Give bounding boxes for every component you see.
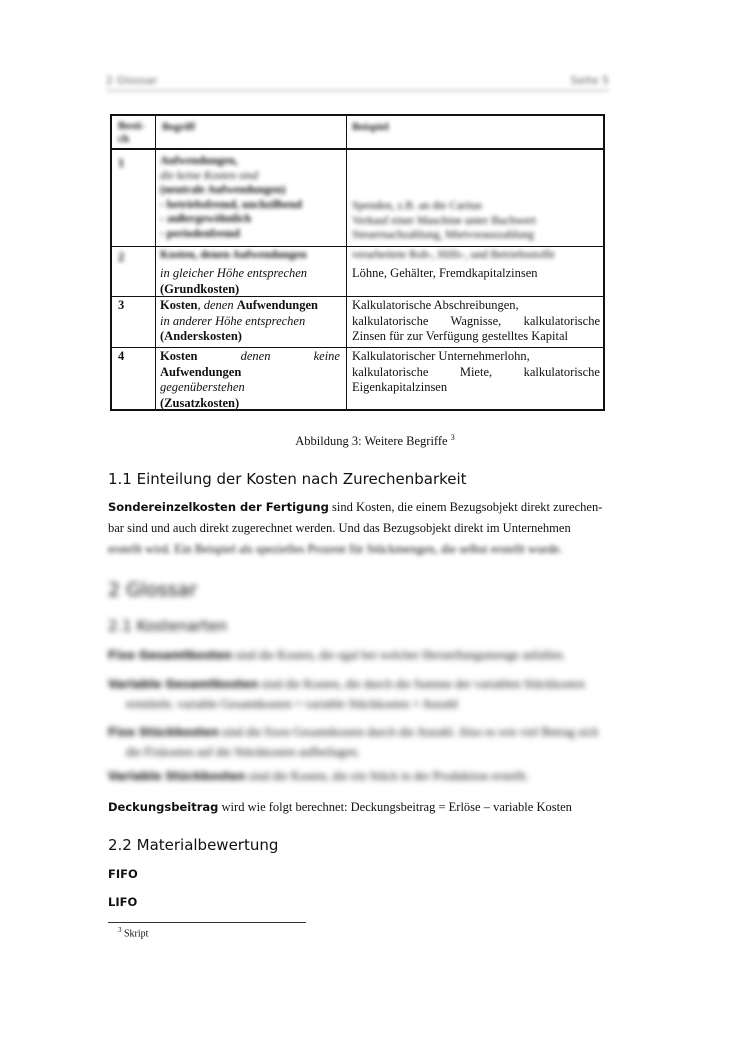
glossary-item-fifo [108,864,604,884]
row4-example-word: kalkulatorische [523,364,600,379]
row3-term-word: , denen [197,298,237,312]
row2-term-top: Kosten, denen Aufwendungen [160,249,307,261]
glossary-item-fixe-gesamtkosten [108,645,604,665]
row1-example-line: Spenden, z.B. an die Caritas [352,200,482,212]
glossary-term: Fixe Gesamtkosten [108,648,232,662]
row2-term [160,266,346,297]
row4-example-word: kalkulatorische [352,364,429,379]
row3-term-word: Aufwendungen [236,298,319,312]
table-col-divider [155,116,156,409]
glossary-term: LIFO [108,895,138,909]
table-header-nr: Besti- ch [118,120,145,145]
header-page-number: Seite 5 [570,74,609,87]
glossary-text: sind die fixen Gesamtkosten durch die Anzahl. Also es wie viel Betrag sich [222,725,599,739]
section-heading-2-2: 2.2 Materialbewertung [108,836,279,854]
row2-example-top: verarbeitete Roh-, Hilfs-, und Betriebsstoffe [352,249,555,261]
row2-example: Löhne, Gehälter, Fremdkapitalzinsen [352,266,538,280]
glossary-item-variable-stueckkosten [108,766,604,786]
glossary-text: sind die Kosten, die egal bei welcher Herstellungsmenge anfallen. [235,648,566,662]
glossary-term: Deckungsbeitrag [108,800,219,814]
row2-term-label: (Grundkosten) [160,281,240,296]
row3-term-word: Kosten [160,298,198,312]
footnote-text: Skript [124,928,149,940]
section-heading-2-1: 2.1 Kostenarten [108,617,228,635]
row3-example-line: kalkulatorische Wagnisse, kalkulatorische [352,313,600,328]
row4-number: 4 [118,349,125,363]
row2-term-desc: in gleicher Höhe entsprechen [160,266,308,280]
row3-example-line: Zinsen für zur Verfügung gestelltes Kapital [352,329,569,343]
glossary-text: sind die Kosten, die ein Stück in der Produktion erstellt. [248,769,529,783]
term-sondereinzelkosten: Sondereinzelkosten der Fertigung [108,500,329,514]
row4-term-word: Kosten [160,349,198,363]
caption-text: Abbildung 3: Weitere Begriffe [295,434,448,449]
caption-footnote-mark: 3 [450,433,455,442]
glossary-text: wird wie folgt berechnet: Deckungsbeitrag = Erlöse – variable Kosten [221,800,572,814]
paragraph-1-1 [108,497,604,560]
row1-term [160,154,340,242]
figure-caption [0,433,750,449]
glossary-item-deckungsbeitrag [108,797,604,817]
table-header-example: Beispiel [352,121,389,133]
running-header [106,74,609,92]
glossary-term: Fixe Stückkosten [108,725,220,739]
row4-term-word: Aufwendungen [160,364,242,379]
para-text: bar sind und auch direkt zugerechnet werden. Und das Bezugsobjekt direkt im Unternehmen [108,521,571,535]
row3-example-line: Kalkulatorische Abschreibungen, [352,298,519,312]
glossary-text: sind die Kosten, die durch die Summe der variablen Stückkosten [261,677,585,691]
glossary-item-variable-gesamtkosten [108,674,604,714]
row3-example [352,298,600,345]
glossary-term: FIFO [108,867,138,881]
section-heading-2: 2 Glossar [108,579,198,601]
row4-term-label: (Zusatzkosten) [160,395,240,410]
glossary-text: ermitteln. variable Gesamtkosten = variable Stückkosten × Anzahl [126,697,459,711]
row1-example [352,199,602,243]
row1-term-line: - betriebsfremd, unchzilbend [160,198,302,211]
row1-term-line: (neutrale Aufwendungen) [160,184,286,197]
glossary-text: die Fixkosten auf die Stückkosten aufbeilagen. [126,745,360,759]
row3-term [160,298,346,345]
row1-term-line: - periodenfremd [160,227,240,240]
row4-example-line: Kalkulatorischer Unternehmerlohn, [352,349,530,363]
glossary-item-fixe-stueckkosten [108,722,604,762]
header-chapter: 2 Glossar [106,74,158,87]
row4-example [352,349,600,396]
row4-term-word: keine [313,349,340,363]
footnote [118,926,148,939]
table-blurred-region [112,116,603,263]
row1-example-line: Steuernachzahlung, Mietvorauszahlung [352,229,535,242]
row1-term-line: - außergewöhnlich [160,213,252,226]
row1-number: 1 [118,156,125,170]
glossary-item-lifo [108,892,604,912]
footnote-mark: 3 [118,926,122,934]
row2-number: 2 [118,250,125,264]
table-header-rule [112,148,603,150]
glossary-term: Variable Stückkosten [108,769,246,783]
row1-term-line: die keine Kosten sind [160,169,259,182]
row3-term-desc: in anderer Höhe entsprechen [160,313,306,328]
table-row-rule [112,347,603,348]
table-col-divider [346,116,347,409]
section-heading-1-1: 1.1 Einteilung der Kosten nach Zurechenbarkeit [108,470,467,488]
row4-example-word: Miete, [459,364,493,379]
cost-table [110,114,605,411]
table-header-term: Begriff [162,121,195,133]
row3-number: 3 [118,298,125,312]
row1-example-line: Verkauf einer Maschine unter Buchwert [352,214,536,227]
glossary-term: Variable Gesamtkosten [108,677,259,691]
footnote-rule [108,922,306,923]
row4-term-desc: gegenüberstehen [160,380,245,394]
row4-term-word: denen [240,349,271,363]
row1-term-line: Aufwendungen, [160,155,238,167]
row4-example-line: Eigenkapitalzinsen [352,380,448,394]
header-rule [106,90,609,91]
para-text-blurred: erstellt wird. Ein Beispiel als spezielles Prozent für Stückmengen, die selbst erstellt wurde. [108,542,563,556]
para-text: sind Kosten, die einem Bezugsobjekt direkt zurechen- [328,500,603,514]
table-row-rule [112,246,603,247]
row3-term-label: (Anderskosten) [160,329,242,343]
row4-term [160,349,340,411]
